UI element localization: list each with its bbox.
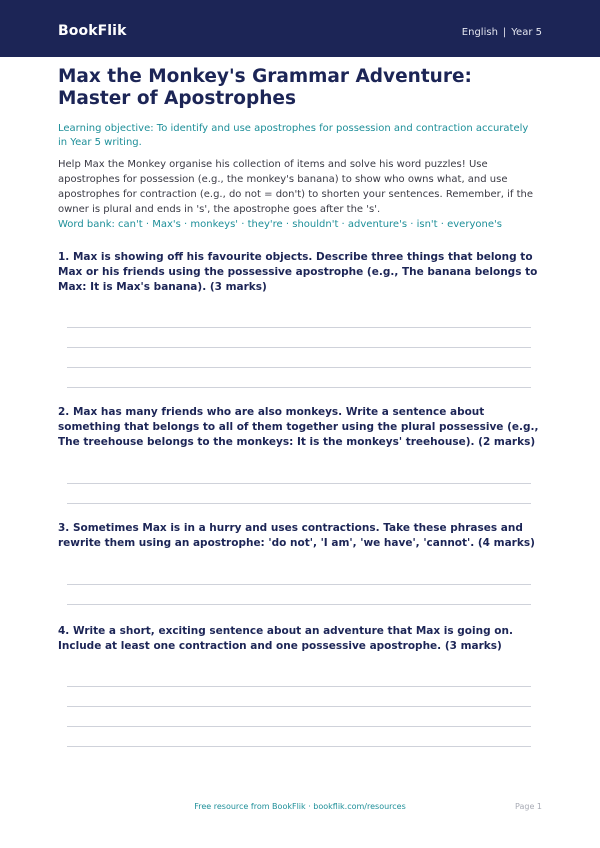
answer-line[interactable] xyxy=(67,686,531,687)
header-meta xyxy=(462,27,542,38)
year-label: Year 5 xyxy=(511,27,542,38)
answer-line[interactable] xyxy=(67,584,531,585)
answer-line[interactable] xyxy=(67,706,531,707)
intro-paragraph: Help Max the Monkey organise his collection of items and solve his word puzzles! Use apostrophes for possession (e.g., the monkey's banana) to show who owns what, and use apostrophes for contraction (e.g., do not = don't) to shorten your sentences. Remember, if the owner is plural and ends in 's', the apostrophe goes after the 's'. xyxy=(58,159,533,215)
answer-line[interactable] xyxy=(67,367,531,368)
answer-line[interactable] xyxy=(67,746,531,747)
brand-logo-text: BookFlik xyxy=(58,23,127,39)
answer-line[interactable] xyxy=(67,387,531,388)
question-4: 4. Write a short, exciting sentence about an adventure that Max is going on. Include at least one contraction and one possessive apostrophe. (3 marks) xyxy=(58,625,513,652)
answer-line[interactable] xyxy=(67,327,531,328)
answer-line[interactable] xyxy=(67,604,531,605)
meta-separator: | xyxy=(502,27,507,38)
question-3: 3. Sometimes Max is in a hurry and uses contractions. Take these phrases and rewrite them using an apostrophe: 'do not', 'I am', 'we have', 'cannot'. (4 marks) xyxy=(58,522,535,549)
answer-line[interactable] xyxy=(67,503,531,504)
answer-line[interactable] xyxy=(67,347,531,348)
question-2: 2. Max has many friends who are also monkeys. Write a sentence about something that belongs to all of them together using the plural possessive (e.g., The treehouse belongs to the monkeys: It is the monkeys' treehouse). (2 marks) xyxy=(58,406,539,448)
page-header xyxy=(0,0,600,57)
page-number: Page 1 xyxy=(515,802,542,811)
answer-line[interactable] xyxy=(67,483,531,484)
answer-line[interactable] xyxy=(67,726,531,727)
question-1: 1. Max is showing off his favourite objects. Describe three things that belong to Max or his friends using the possessive apostrophe (e.g., The banana belongs to Max: It is Max's banana). (3 marks) xyxy=(58,251,538,293)
footer-resource-link[interactable]: Free resource from BookFlik · bookflik.com/resources xyxy=(194,802,406,811)
learning-objective: Learning objective: To identify and use apostrophes for possession and contraction accurately in Year 5 writing. xyxy=(58,123,529,148)
subject-label: English xyxy=(461,27,498,38)
worksheet-title: Max the Monkey's Grammar Adventure: Master of Apostrophes xyxy=(58,66,472,109)
word-bank: Word bank: can't · Max's · monkeys' · they're · shouldn't · adventure's · isn't · everyone's xyxy=(58,219,502,230)
